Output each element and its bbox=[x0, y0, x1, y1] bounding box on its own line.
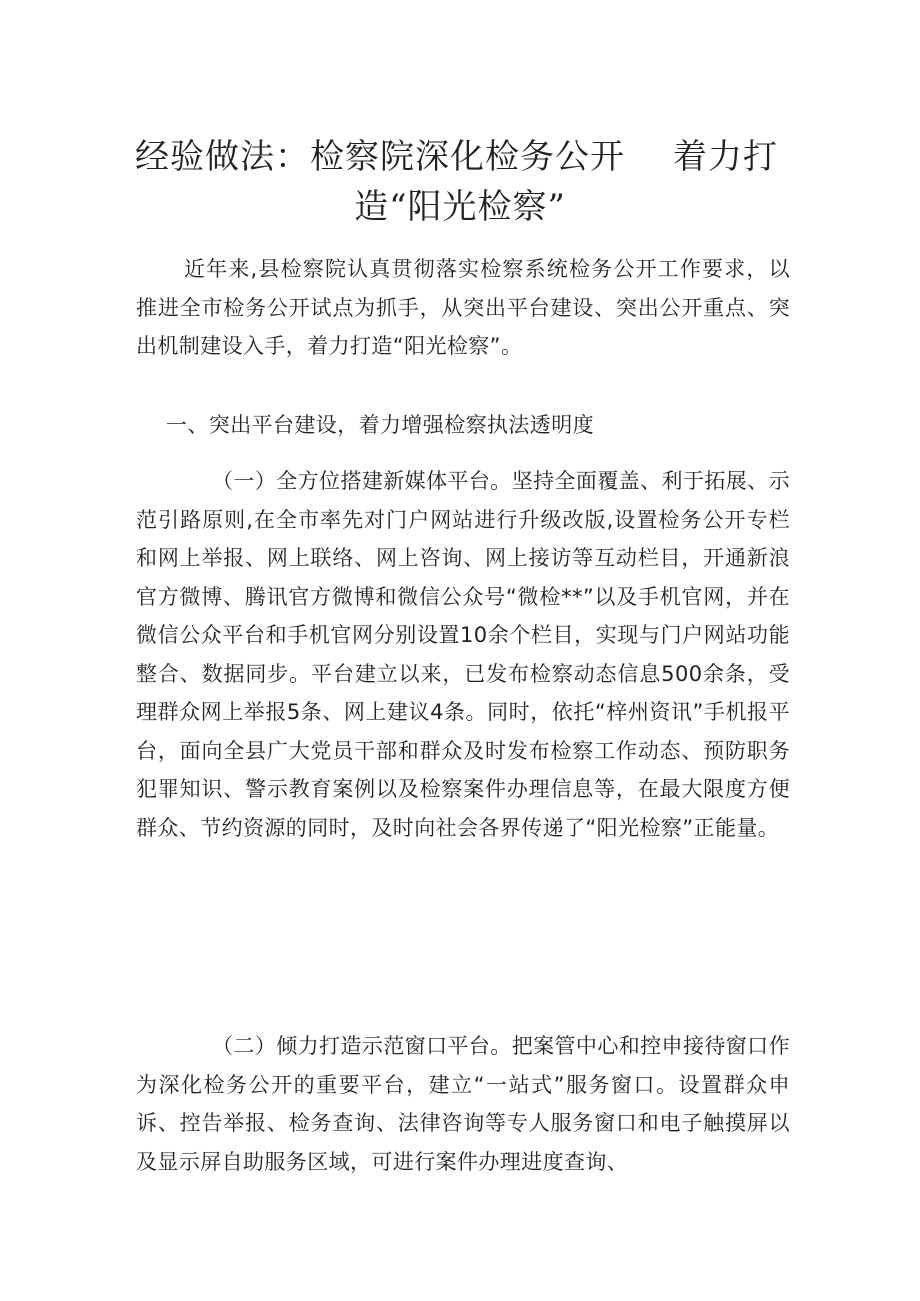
paragraph-1: （一）全方位搭建新媒体平台。坚持全面覆盖、利于拓展、示范引路原则,在全市率先对门户网站进行升级改版,设置检务公开专栏和网上举报、网上联络、网上咨询、网上接访等互动栏目，开通新浪官方微博、腾讯官方微博和微信公众号“微检**”以及手机官网，并在微信公众平台和手机官网分别设置10余个栏目，实现与门户网站功能整合、数据同步。平台建立以来，已发布检察动态信息500余条，受理群众网上举报5条、网上建议4条。同时，依托“梓州资讯”手机报平台，面向全县广大党员干部和群众及时发布检察工作动态、预防职务犯罪知识、警示教育案例以及检察案件办理信息等，在最大限度方便群众、节约资源的同时，及时向社会各界传递了“阳光检察”正能量。 bbox=[136, 469, 790, 840]
section-heading-1: 一、突出平台建设，着力增强检察执法透明度 bbox=[166, 413, 594, 437]
paragraph-2: （二）倾力打造示范窗口平台。把案管中心和控申接待窗口作为深化检务公开的重要平台，建立“一站式”服务窗口。设置群众申诉、控告举报、检务查询、法律咨询等专人服务窗口和电子触摸屏以及显示屏自助服务区域，可进行案件办理进度查询、 bbox=[136, 1034, 790, 1174]
title-part-b: 着力打 bbox=[673, 137, 778, 177]
document-title bbox=[135, 132, 785, 232]
title-line-1 bbox=[135, 132, 785, 182]
title-line-2: 造“阳光检察” bbox=[354, 187, 566, 227]
intro-paragraph: 近年来,县检察院认真贯彻落实检察系统检务公开工作要求，以推进全市检务公开试点为抓手，从突出平台建设、突出公开重点、突出机制建设入手，着力打造“阳光检察”。 bbox=[136, 257, 790, 358]
title-part-a: 经验做法：检察院深化检务公开 bbox=[135, 137, 625, 177]
